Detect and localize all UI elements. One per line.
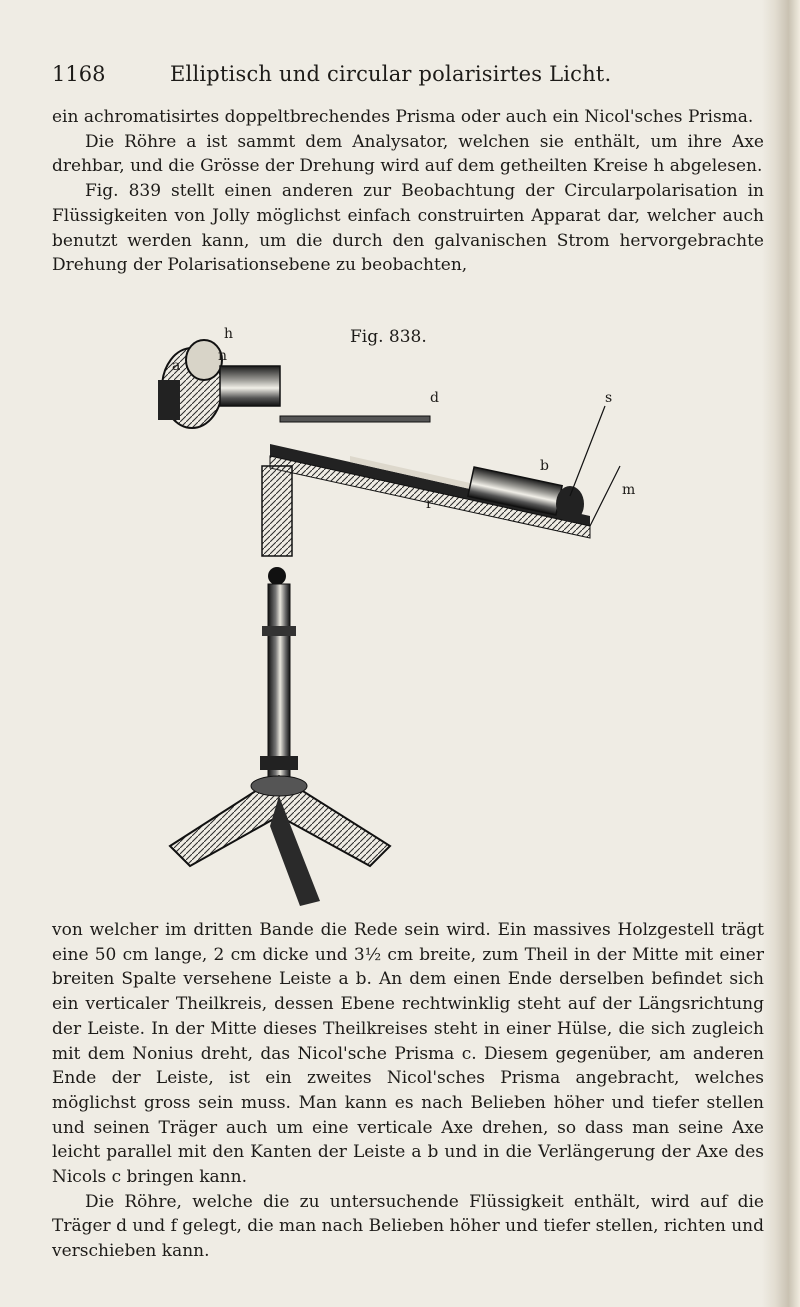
column bbox=[260, 584, 298, 784]
rod-s bbox=[570, 406, 605, 496]
page-number: 1168 bbox=[52, 62, 106, 86]
paragraph: ein achromatisirtes doppeltbrechendes Prisma oder auch ein Nicol'sches Prisma. bbox=[52, 107, 754, 127]
page-edge-shadow bbox=[762, 0, 800, 1307]
label-h: h bbox=[224, 326, 234, 342]
text-block-top bbox=[52, 105, 764, 278]
label-b: b bbox=[540, 458, 549, 474]
label-r: r bbox=[426, 496, 433, 512]
tripod-base bbox=[170, 776, 390, 906]
clamp-screw bbox=[268, 567, 286, 585]
text-block-bottom bbox=[52, 918, 764, 1264]
rod-m bbox=[590, 466, 620, 526]
figure-838 bbox=[150, 326, 710, 906]
running-title: Elliptisch und circular polarisirtes Licht. bbox=[170, 62, 612, 86]
page-header bbox=[52, 62, 752, 92]
paragraph: Die Röhre, welche die zu untersuchende Flüssigkeit enthält, wird auf die Träger d und f gelegt, die man nach Belieben höher und tiefer stellen, richten und verschieben kann. bbox=[52, 1191, 764, 1262]
label-n: n bbox=[218, 348, 228, 364]
label-a: a bbox=[172, 358, 181, 374]
paragraph: Fig. 839 stellt einen anderen zur Beobachtung der Circularpolarisation in Flüssigkeiten von Jolly möglichst einfach construirten Apparat dar, welcher auch benutzt werden kann, um die durch den galvanischen Strom hervorgebrachte Drehung der Polarisationsebene zu beobachten, bbox=[52, 181, 764, 276]
label-m: m bbox=[622, 482, 636, 498]
paragraph: Die Röhre a ist sammt dem Analysator, welchen sie enthält, um ihre Axe drehbar, und die Grösse der Drehung wird auf dem getheilten Kreise h abgelesen. bbox=[52, 131, 764, 177]
figure-caption: Fig. 838. bbox=[350, 327, 427, 347]
paragraph: von welcher im dritten Bande die Rede sein wird. Ein massives Holzgestell trägt eine 50 cm lange, 2 cm dicke und 3½ cm breite, zum Theil in der Mitte mit einer breiten Spalte versehene Leiste a b. An dem einen Ende derselben befindet sich ein verticaler Theilkreis, dessen Ebene rechtwinklig steht auf der Längsrichtung der Leiste. In der Mitte dieses Theilkreises steht in einer Hülse, die sich zugleich mit dem Nonius dreht, das Nicol'sche Prisma c. Diesem gegenüber, am anderen Ende der Leiste, ist ein zweites Nicol'sches Prisma angebracht, welches möglichst gross sein muss. Man kann es nach Belieben höher und tiefer stellen und seinen Träger auch um eine verticale Axe drehen, so dass man seine Axe leicht parallel mit den Kanten der Leiste a b und in die Verlängerung der Axe des Nicols c bringen kann. bbox=[52, 920, 764, 1188]
rod-d bbox=[280, 416, 430, 422]
clamp bbox=[262, 466, 292, 556]
label-d: d bbox=[430, 390, 439, 406]
label-s: s bbox=[605, 390, 613, 406]
apparatus-illustration bbox=[150, 326, 710, 906]
